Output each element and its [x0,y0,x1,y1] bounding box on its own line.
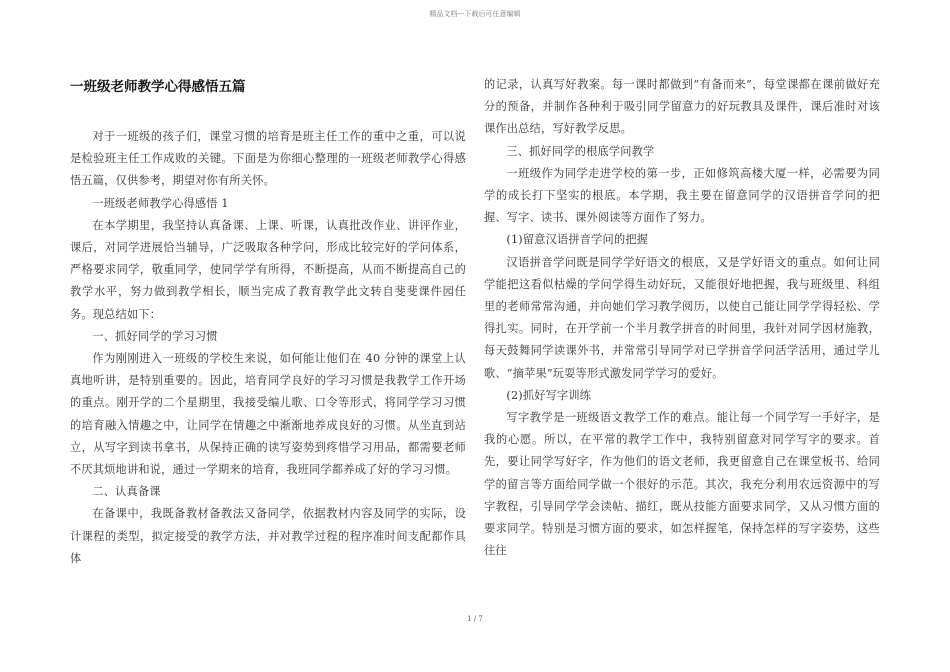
document-title: 一班级老师教学心得感悟五篇 [70,79,246,95]
paragraph: 作为刚刚进入一班级的学校生来说，如何能让他们在 40 分钟的课堂上认真地听讲，是特别重要的。因此，培育同学良好的学习习惯是我教学工作开场的重点。刚开学的二个星期里，我接受编儿歌、口令等形式，将同学学习习惯的培育融入情趣之中，让同学在情趣之中渐渐地养成良好的习惯。从坐直到站立，从写字到读书拿书，从保持正确的读写姿势到疼惜学习用品，都需要老师不厌其烦地讲和说，通过一学期来的培育，我班同学都养成了好的学习习惯。 [70,352,466,477]
paragraph: 一班级作为同学走进学校的第一步，正如修筑高楼大厦一样，必需要为同学的成长打下坚实的根底。本学期，我主要在留意同学的汉语拼音学问的把握、写字、读书、课外阅读等方面作了努力。 [484,166,880,225]
subsection-heading: (2)抓好写字训练 [506,388,592,402]
subsection-heading: (1)留意汉语拼音学问的把握 [506,233,649,247]
section-heading: 一、抓好同学的学习习惯 [92,329,218,343]
paragraph: 在本学期里，我坚持认真备课、上课、听课，认真批改作业、讲评作业，课后，对同学进展恰当辅导，广泛吸取各种学问，形成比较完好的学问体系，严格要求同学，敬重同学，使同学学有所得，不断提高，从而不断提高自己的教学水平，努力做到教学相长，顺当完成了教育教学此文转自斐斐课件园任务。现总结如下： [70,218,466,321]
page-number: 1 / 7 [467,615,483,623]
section-heading: 一班级老师教学心得感悟 1 [92,196,229,210]
right-column [484,74,880,562]
paragraph: 汉语拼音学问既是同学学好语文的根底，又是学好语文的重点。如何让同学能把这看似枯燥的学问学得生动好玩，又能很好地把握，我与班级里、科组里的老师常常沟通，并向她们学习教学阅历，以使自己能让同学学得轻松、学得扎实。同时，在开学前一个半月教学拼音的时间里，我针对同学因材施教，每天鼓舞同学读课外书，并常常引导同学对已学拼音学问活学活用，通过学儿歌、“摘苹果”玩耍等形式激发同学学习的爱好。 [484,255,880,380]
header-note: 精品文档---下载后可任意编辑 [429,10,521,18]
section-heading: 三、抓好同学的根底学问教学 [506,144,655,158]
paragraph: 在备课中，我既备教材备教法又备同学，依据教材内容及同学的实际，设计课程的类型，拟定接受的教学方法，并对教学过程的程序准时间支配都作具体 [70,507,466,565]
paragraph: 对于一班级的孩子们，课堂习惯的培育是班主任工作的重中之重，可以说是检验班主任工作成败的关键。下面是为你细心整理的一班级老师教学心得感悟五篇，仅供参考，期望对你有所关怀。 [70,130,466,188]
paragraph: 的记录，认真写好教案。每一课时都做到“有备而来”，每堂课都在课前做好充分的预备，并制作各种利于吸引同学留意力的好玩教具及课件，课后准时对该课作出总结，写好教学反思。 [484,78,880,136]
paragraph: 写字教学是一班级语文教学工作的难点。能让每一个同学写一手好字，是我的心愿。所以，在平常的教学工作中，我特别留意对同学写字的要求。首先，要让同学写好字，作为他们的语文老师，我更留意自己在课堂板书、给同学的留言等方面给同学做一个很好的示范。其次，我充分利用农远资源中的写字教程，引导同学学会读帖、描红，既从技能方面要求同学，又从习惯方面的要求同学。特别是习惯方面的要求，如怎样握笔，保持怎样的写字姿势，这些往往 [484,411,880,558]
section-heading: 二、认真备课 [92,485,161,499]
left-column [70,74,466,570]
